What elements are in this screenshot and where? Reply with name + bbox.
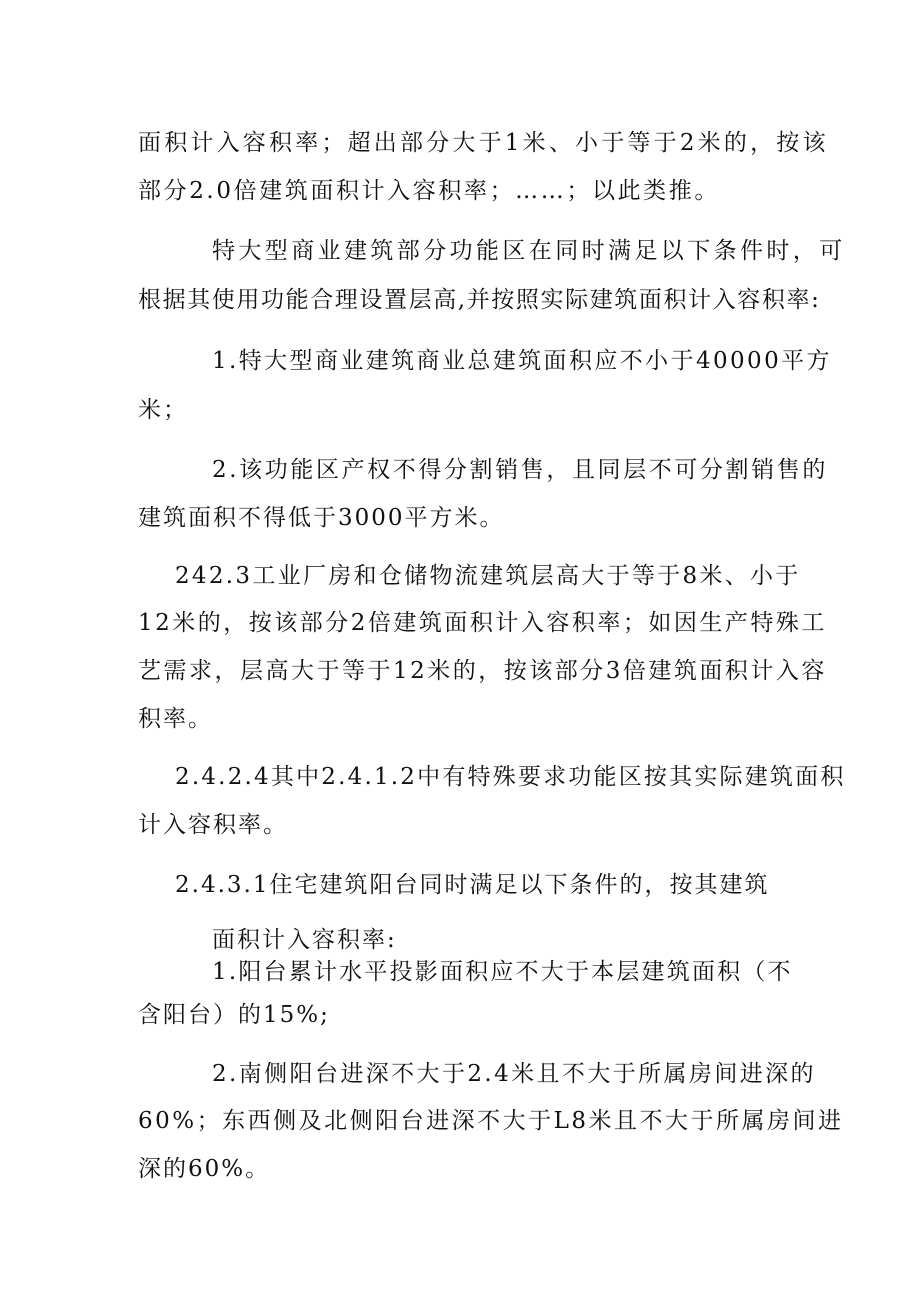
text-line-21: 深的60%。 [138, 1156, 271, 1182]
text-line-17: 1.阳台累计水平投影面积应不大于本层建筑面积（不 [212, 959, 793, 985]
text-line-2: 部分2.0倍建筑面积计入容积率；……；以此类推。 [138, 178, 720, 204]
text-line-6: 米； [138, 397, 188, 423]
text-line-8: 建筑面积不得低于3000平方米。 [138, 505, 505, 531]
text-line-18: 含阳台）的15%; [138, 1002, 330, 1028]
text-line-7: 2.该功能区产权不得分割销售，且同层不可分割销售的 [212, 457, 828, 483]
text-line-10: 12米的，按该部分2倍建筑面积计入容积率；如因生产特殊工 [138, 610, 827, 636]
text-line-4: 根据其使用功能合理设置层高,并按照实际建筑面积计入容积率: [138, 287, 821, 313]
text-line-13: 2.4.2.4其中2.4.1.2中有特殊要求功能区按其实际建筑面积 [175, 764, 846, 790]
text-line-11: 艺需求，层高大于等于12米的，按该部分3倍建筑面积计入容 [138, 658, 827, 684]
text-line-19: 2.南侧阳台进深不大于2.4米且不大于所属房间进深的 [212, 1061, 816, 1087]
text-line-15: 2.4.3.1住宅建筑阳台同时满足以下条件的，按其建筑 [175, 872, 770, 898]
text-line-14: 计入容积率。 [138, 812, 288, 838]
text-line-3: 特大型商业建筑部分功能区在同时满足以下条件时，可 [212, 238, 846, 264]
text-line-12: 积率。 [138, 706, 213, 732]
text-line-20: 60%；东西侧及北侧阳台进深不大于L8米且不大于所属房间进 [138, 1108, 844, 1134]
text-line-5: 1.特大型商业建筑商业总建筑面积应不小于40000平方 [212, 348, 832, 374]
text-line-9: 242.3工业厂房和仓储物流建筑层高大于等于8米、小于 [175, 563, 801, 589]
text-line-16: 面积计入容积率: [212, 927, 397, 953]
text-line-1: 面积计入容积率；超出部分大于1米、小于等于2米的，按该 [138, 130, 829, 156]
